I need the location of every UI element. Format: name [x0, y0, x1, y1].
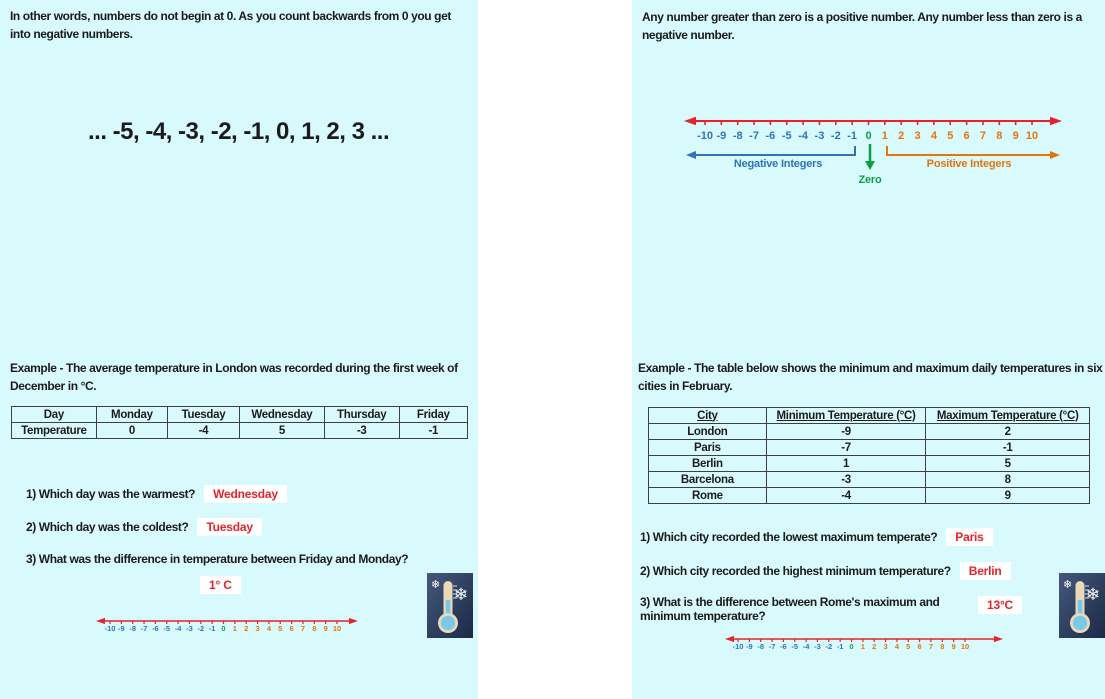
number-line-tick-label: 4 — [930, 130, 937, 142]
table-cell: -3 — [324, 423, 399, 439]
number-line-tick-label: 10 — [1025, 130, 1039, 142]
integer-sequence: ... -5, -4, -3, -2, -1, 0, 1, 2, 3 ... — [88, 118, 390, 145]
number-line-tick-label: -1 — [847, 130, 858, 142]
right-question-3 — [640, 595, 1060, 623]
number-line-tick-label: -2 — [825, 642, 833, 651]
number-line-tick-label: -6 — [152, 624, 159, 633]
number-line-small-right — [725, 631, 1003, 660]
number-line-tick-label: -4 — [174, 624, 182, 633]
positive-integers-label: Positive Integers — [926, 158, 1012, 170]
number-line-tick-label: -3 — [186, 624, 193, 633]
thermometer-svg — [427, 573, 473, 638]
number-line-tick-label: 0 — [221, 624, 226, 633]
right-arrowhead — [349, 618, 358, 624]
number-line-tick-label: -10 — [697, 130, 713, 142]
number-line-tick-label: 9 — [951, 642, 956, 651]
number-line-tick-label: -5 — [781, 130, 792, 142]
number-line-tick-label: 3 — [914, 130, 921, 142]
thermometer-illustration — [1059, 573, 1105, 638]
answer-highlight: 13°C — [978, 596, 1022, 614]
number-line-tick-label: 4 — [266, 624, 271, 633]
temperature-by-day-table — [11, 406, 468, 439]
table-row — [649, 456, 1090, 472]
table-cell: 8 — [926, 472, 1090, 488]
thermo-bulb — [441, 616, 455, 630]
left-arrowhead — [684, 117, 696, 125]
table-cell: -1 — [926, 440, 1090, 456]
table-cell: Tuesday — [167, 407, 239, 423]
positive-arrowhead — [1050, 151, 1060, 159]
table-row — [649, 472, 1090, 488]
thermometer-svg — [1059, 573, 1105, 638]
table-cell: 5 — [239, 423, 324, 439]
number-line-tick-label: -7 — [140, 624, 148, 633]
snowflake-icon: ❄ — [454, 585, 469, 605]
number-line-tick-label: 10 — [332, 624, 342, 633]
answer-highlight: Wednesday — [204, 485, 287, 503]
number-line-tick-label: 5 — [947, 130, 954, 142]
negative-bracket-arrow — [696, 146, 855, 155]
thermometer-illustration — [427, 573, 473, 638]
table-cell: London — [649, 424, 767, 440]
table-header-row — [649, 408, 1090, 424]
number-line-tick-label: 9 — [1012, 130, 1019, 142]
left-page — [0, 0, 478, 699]
left-question-2 — [26, 518, 262, 536]
number-line-tick-label: 7 — [979, 130, 987, 142]
left-example-paragraph: Example - The average temperature in London was recorded during the first week of December in °C. — [10, 361, 458, 393]
table-header-cell: Maximum Temperature (°C) — [926, 408, 1090, 424]
table-cell: -9 — [766, 424, 926, 440]
number-line-tick-label: 1 — [881, 130, 888, 142]
number-line-tick-label: -7 — [768, 642, 776, 651]
number-line-tick-label: -8 — [732, 130, 743, 142]
zero-down-arrow — [865, 144, 875, 170]
table-cell: 2 — [926, 424, 1090, 440]
table-row — [649, 424, 1090, 440]
number-line-tick-label: 2 — [872, 642, 877, 651]
number-line-tick-label: 9 — [323, 624, 328, 633]
number-line-tick-label: -6 — [780, 642, 787, 651]
table-header-cell: Minimum Temperature (°C) — [766, 408, 926, 424]
left-intro-paragraph: In other words, numbers do not begin at 0. As you count backwards from 0 you get into negative numbers. — [10, 9, 451, 41]
answer-highlight: Tuesday — [197, 518, 261, 536]
number-line-tick-label: 6 — [289, 624, 294, 633]
table-cell: Day — [12, 407, 97, 423]
number-line-tick-label: -9 — [118, 624, 125, 633]
table-cell: Temperature — [12, 423, 97, 439]
table-row — [12, 423, 468, 439]
number-line-tick-label: 3 — [883, 642, 888, 651]
number-line-tick-label: -3 — [814, 130, 825, 142]
zero-label: Zero — [858, 174, 882, 186]
negative-integers-label: Negative Integers — [733, 158, 823, 170]
number-line-tick-label: 5 — [906, 642, 911, 651]
number-line-tick-label: 1 — [232, 624, 237, 633]
number-line-tick-label: -6 — [765, 130, 776, 142]
question-text: 3) What is the difference between Rome's maximum and minimum temperature? — [640, 595, 940, 623]
number-line-tick-label: -9 — [746, 642, 753, 651]
number-line-tick-label: -5 — [163, 624, 171, 633]
table-cell: Barcelona — [649, 472, 767, 488]
table-cell: Rome — [649, 488, 767, 504]
table-cell: 1 — [766, 456, 926, 472]
number-line-tick-label: 8 — [940, 642, 945, 651]
number-line-tick-label: 10 — [960, 642, 970, 651]
number-line-tick-label: 7 — [928, 642, 934, 651]
question-text: 1) Which city recorded the lowest maximum temperate? — [640, 530, 938, 544]
right-arrowhead — [994, 636, 1003, 642]
answer-highlight: Paris — [946, 528, 992, 546]
city-temperatures-table — [648, 407, 1090, 504]
number-line-tick-label: -3 — [814, 642, 821, 651]
table-cell: -3 — [766, 472, 926, 488]
table-cell: Thursday — [324, 407, 399, 423]
number-line-tick-label: -4 — [802, 642, 810, 651]
left-question-3-answer — [200, 576, 241, 594]
snowflake-icon: ❄ — [1086, 585, 1101, 605]
left-question-1 — [26, 485, 287, 503]
number-line-tick-label: 3 — [255, 624, 260, 633]
snowflake-icon: ❄ — [431, 578, 441, 591]
answer-highlight: 1° C — [200, 576, 241, 594]
table-header-cell: City — [649, 408, 767, 424]
left-question-3 — [26, 552, 408, 566]
table-row — [649, 488, 1090, 504]
negative-arrowhead — [686, 151, 696, 159]
table-cell: 5 — [926, 456, 1090, 472]
right-intro-paragraph: Any number greater than zero is a positive number. Any number less than zero is a negative number. — [642, 10, 1082, 42]
number-line-tick-label: 6 — [963, 130, 970, 142]
number-line-tick-label: 2 — [244, 624, 249, 633]
number-line-tick-label: -5 — [791, 642, 799, 651]
number-line-svg — [96, 613, 358, 637]
right-question-1 — [640, 528, 993, 546]
number-line-tick-label: -9 — [716, 130, 727, 142]
question-text: 2) Which day was the coldest? — [26, 520, 189, 534]
number-line-tick-label: -2 — [830, 130, 841, 142]
table-cell: -1 — [399, 423, 467, 439]
number-line-tick-label: 4 — [894, 642, 899, 651]
number-line-tick-label: -10 — [104, 624, 116, 633]
number-line-svg — [725, 631, 1003, 655]
number-line-tick-label: 8 — [996, 130, 1003, 142]
number-line-tick-label: -7 — [749, 130, 759, 142]
table-cell: Wednesday — [239, 407, 324, 423]
table-cell: Friday — [399, 407, 467, 423]
question-text: 2) Which city recorded the highest minimum temperature? — [640, 564, 951, 578]
table-cell: 0 — [96, 423, 167, 439]
number-line-tick-label: 2 — [898, 130, 905, 142]
number-line-tick-label: -1 — [836, 642, 844, 651]
integers-diagram — [684, 112, 1064, 190]
number-line-tick-label: -8 — [129, 624, 137, 633]
table-cell: -4 — [766, 488, 926, 504]
table-cell: Monday — [96, 407, 167, 423]
number-line-tick-label: 7 — [300, 624, 306, 633]
table-cell: Berlin — [649, 456, 767, 472]
answer-highlight: Berlin — [960, 562, 1011, 580]
positive-bracket-arrow — [887, 146, 1050, 155]
number-line-tick-label: 8 — [312, 624, 317, 633]
snowflake-icon: ❄ — [1063, 578, 1073, 591]
table-row — [12, 407, 468, 423]
thermo-bulb — [1073, 616, 1087, 630]
table-cell: -4 — [167, 423, 239, 439]
right-page — [632, 0, 1105, 699]
table-cell: -7 — [766, 440, 926, 456]
right-example-paragraph: Example - The table below shows the minimum and maximum daily temperatures in six cities in February. — [638, 361, 1103, 393]
number-line-svg — [684, 112, 1062, 142]
number-line-tick-label: 0 — [849, 642, 854, 651]
table-row — [649, 440, 1090, 456]
question-text: 3) What was the difference in temperature between Friday and Monday? — [26, 552, 409, 566]
number-line-tick-label: 5 — [278, 624, 283, 633]
right-question-2 — [640, 562, 1011, 580]
number-line-tick-label: -2 — [197, 624, 205, 633]
table-cell: Paris — [649, 440, 767, 456]
number-line-tick-label: -4 — [798, 130, 808, 142]
table-cell: 9 — [926, 488, 1090, 504]
question-text: 1) Which day was the warmest? — [26, 487, 196, 501]
number-line-small-left — [96, 613, 358, 642]
number-line-tick-label: -1 — [208, 624, 216, 633]
right-arrowhead — [1050, 117, 1062, 125]
number-line-tick-label: -10 — [732, 642, 744, 651]
number-line-tick-label: 1 — [860, 642, 865, 651]
number-line-tick-label: 0 — [865, 130, 872, 142]
number-line-tick-label: 6 — [917, 642, 922, 651]
number-line-tick-label: -8 — [757, 642, 765, 651]
